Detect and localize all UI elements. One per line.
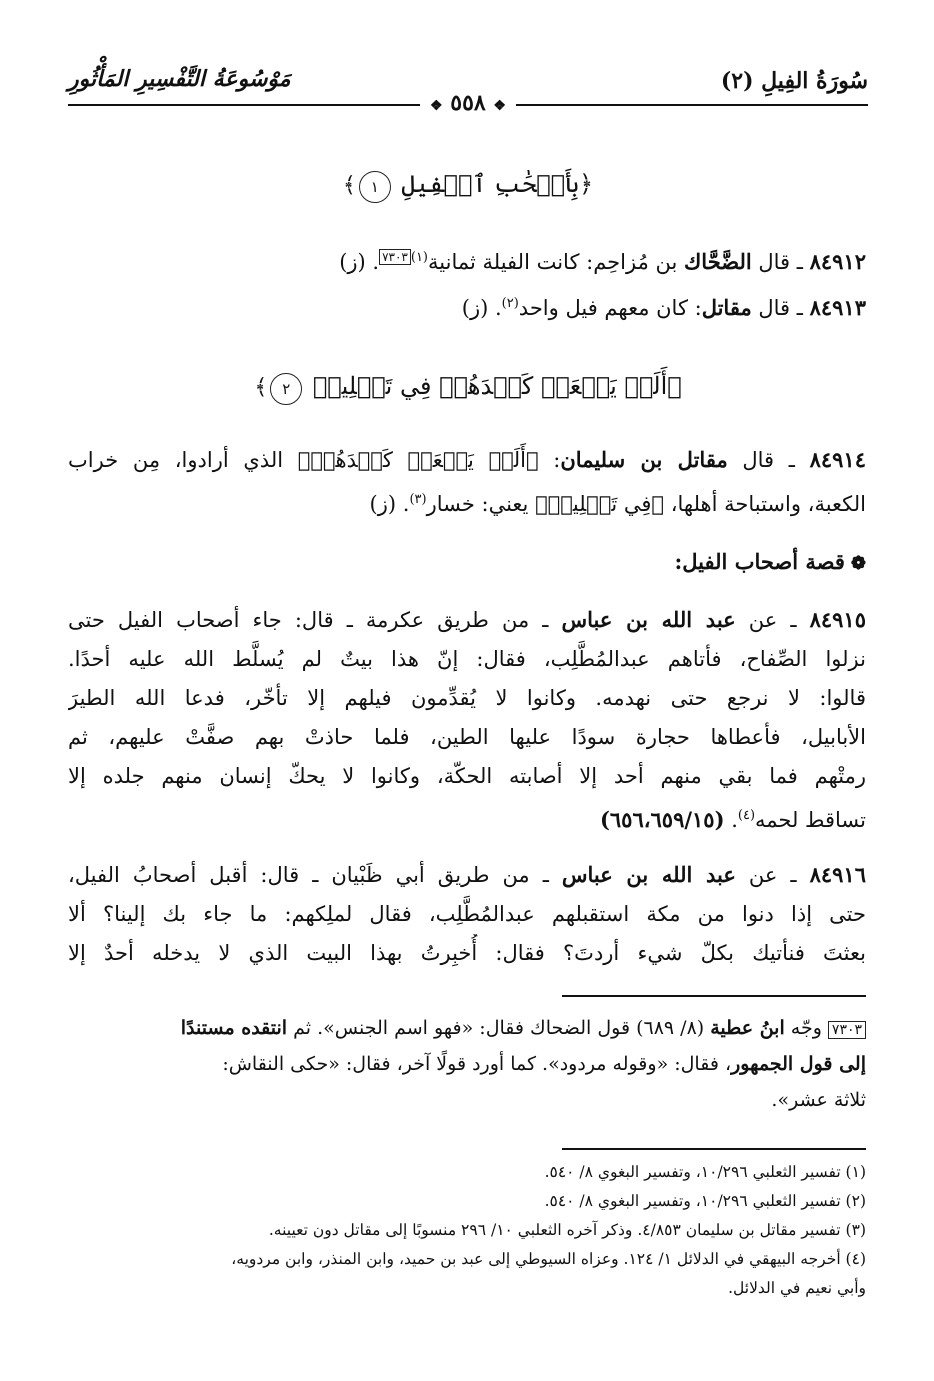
section-heading-text: قصة أصحاب الفيل: — [674, 549, 845, 574]
narration-84912: ٨٤٩١٢ ـ قال الضَّحَّاك بن مُزاحِم: كانت الفيلة ثمانية$^{(١)}$٧٣٠٣. (ز) — [339, 249, 866, 274]
scholar-name: ابنُ عطية — [710, 1017, 785, 1039]
ayah-text: ﴿أَلَمۡ يَجۡعَلۡ كَيۡدَهُمۡ فِي تَضۡلِيلٖ — [312, 372, 682, 400]
commentary-note: ٧٣٠٣ وجّه ابنُ عطية (٨/ ٦٨٩) قول الضحاك فقال: «فهو اسم الجنس». ثم انتقده مستندًا إلى قول الجمهور، فقال: «وقوله مردود». كما أورد قولًا آخر، فقال: «حكى النقاش: ثلاثة عشر». — [180, 1017, 866, 1111]
ornament-icon: ❖ — [430, 98, 443, 114]
narration-number: ٨٤٩١٣ — [809, 295, 866, 320]
footnote-separator — [562, 1148, 866, 1150]
ayah-close-bracket: ﴾ — [254, 375, 268, 400]
footnote-4-continued: وأبي نعيم في الدلائل. — [728, 1279, 866, 1297]
ornament-icon: ❖ — [493, 98, 506, 114]
ayah-number: ١ — [359, 171, 391, 203]
footnote-4: (٤) أخرجه البيهقي في الدلائل ١/ ١٢٤. وعزاه السيوطي إلى عبد بن حميد، وابن المنذر، وابن مردويه، — [231, 1250, 866, 1268]
page-header — [68, 62, 868, 116]
page-number-block — [420, 90, 516, 116]
ayah-heading-2 — [68, 372, 868, 405]
footnote-marker: (٢) — [501, 296, 519, 311]
volume-page-reference: (٦٥٦،٦٥٩/١٥) — [599, 807, 725, 832]
narration-number: ٨٤٩١٦ — [809, 862, 866, 887]
narration-84914: ٨٤٩١٤ ـ قال مقاتل بن سليمان: ﴿أَلَمۡ يَجۡعَلۡ كَيۡدَهُمۡ﴾ الذي أرادوا، مِن خراب الكعبة، واستباحة أهلها، ﴿فِي تَضۡلِيلٖ﴾ يعني: خسار$^{(٣)}$. (ز) — [68, 447, 866, 516]
ayah-text: ﴿بِأَصۡحَٰبِ ٱلۡفِيلِ — [401, 170, 594, 198]
narration-84913: ٨٤٩١٣ ـ قال مقاتل: كان معهم فيل واحد$^{(٢)}$. (ز) — [461, 295, 866, 320]
footnote-2: (٢) تفسير الثعلبي ١٠/٢٩٦، وتفسير البغوي ٨/ ٥٤٠. — [544, 1192, 866, 1210]
footnote-3: (٣) تفسير مقاتل بن سليمان ٤/٨٥٣. وذكر آخره الثعلبي ١٠/ ٢٩٦ منسوبًا إلى مقاتل دون تعيينه. — [268, 1221, 866, 1239]
narrator-name: عبد الله بن عباس — [561, 862, 736, 887]
surah-title: سُورَةُ الفِيلِ (٢) — [720, 68, 868, 94]
ayah-number: ٢ — [270, 373, 302, 405]
note-separator — [562, 995, 866, 997]
book-title: مَوْسُوعَةُ التَّفْسِيرِ المَأْثُورِ — [68, 66, 291, 92]
footnote-marker: (٣) — [409, 492, 427, 507]
narration-number: ٨٤٩١٢ — [809, 249, 866, 274]
cross-reference-box: ٧٣٠٣ — [379, 249, 411, 265]
section-heading — [68, 549, 866, 574]
narrator-name: مقاتل — [701, 295, 752, 320]
narrator-name: عبد الله بن عباس — [561, 607, 736, 632]
ayah-heading-1 — [68, 170, 868, 203]
narration-number: ٨٤٩١٤ — [809, 447, 866, 472]
narration-84916: ٨٤٩١٦ ـ عن عبد الله بن عباس ـ من طريق أبي ظَبْيان ـ قال: أقبل أصحابُ الفيل، حتى إذا دنوا من مكة استقبلهم عبدالمُطَّلِب، فقال لملِكهم: ما جاء بك إلينا؟ ألا بعثتَ فنأتيك بكلّ شيء أردتَ؟ فقال: أُخبِرتُ بهذا البيت الذي لا يدخله أحدٌ إلا — [68, 862, 866, 965]
narration-number: ٨٤٩١٥ — [809, 607, 866, 632]
flower-icon: ❁ — [850, 553, 866, 574]
ayah-close-bracket: ﴾ — [342, 173, 356, 198]
footnote-marker: (٤) — [737, 808, 756, 823]
footnote-marker: (١) — [410, 250, 428, 265]
page-number: ٥٥٨ — [450, 90, 486, 116]
footnotes — [68, 1158, 866, 1303]
narration-84915: ٨٤٩١٥ ـ عن عبد الله بن عباس ـ من طريق عكرمة ـ قال: جاء أصحاب الفيل حتى نزلوا الصِّفاح، فأتاهم عبدالمُطَّلِب، فقال: إنّ هذا بيتٌ لم يُسلَّط الله عليه أحدًا. قالوا: لا نرجع حتى نهدمه. وكانوا لا يُقدِّمون فيلهم إلا تأخّر، فدعا الله الطيرَ الأبابيل، فأعطاها حجارة سودًا عليها الطين، فلما حاذتْ بهم صفَّتْ عليهم، ثم رمتْهم فما بقي منهم أحد إلا أصابته الحكّة، وكانوا لا يحكّ إنسان منهم جلده إلا تساقط لحمه$^{(٤)}$. (٦٥٦،٦٥٩/١٥) — [68, 607, 866, 832]
narrator-name: الضَّحَّاك — [684, 249, 752, 274]
narrator-name: مقاتل بن سليمان — [560, 447, 728, 472]
note-number-box: ٧٣٠٣ — [828, 1021, 866, 1039]
footnote-1: (١) تفسير الثعلبي ١٠/٢٩٦، وتفسير البغوي ٨/ ٥٤٠. — [544, 1163, 866, 1181]
